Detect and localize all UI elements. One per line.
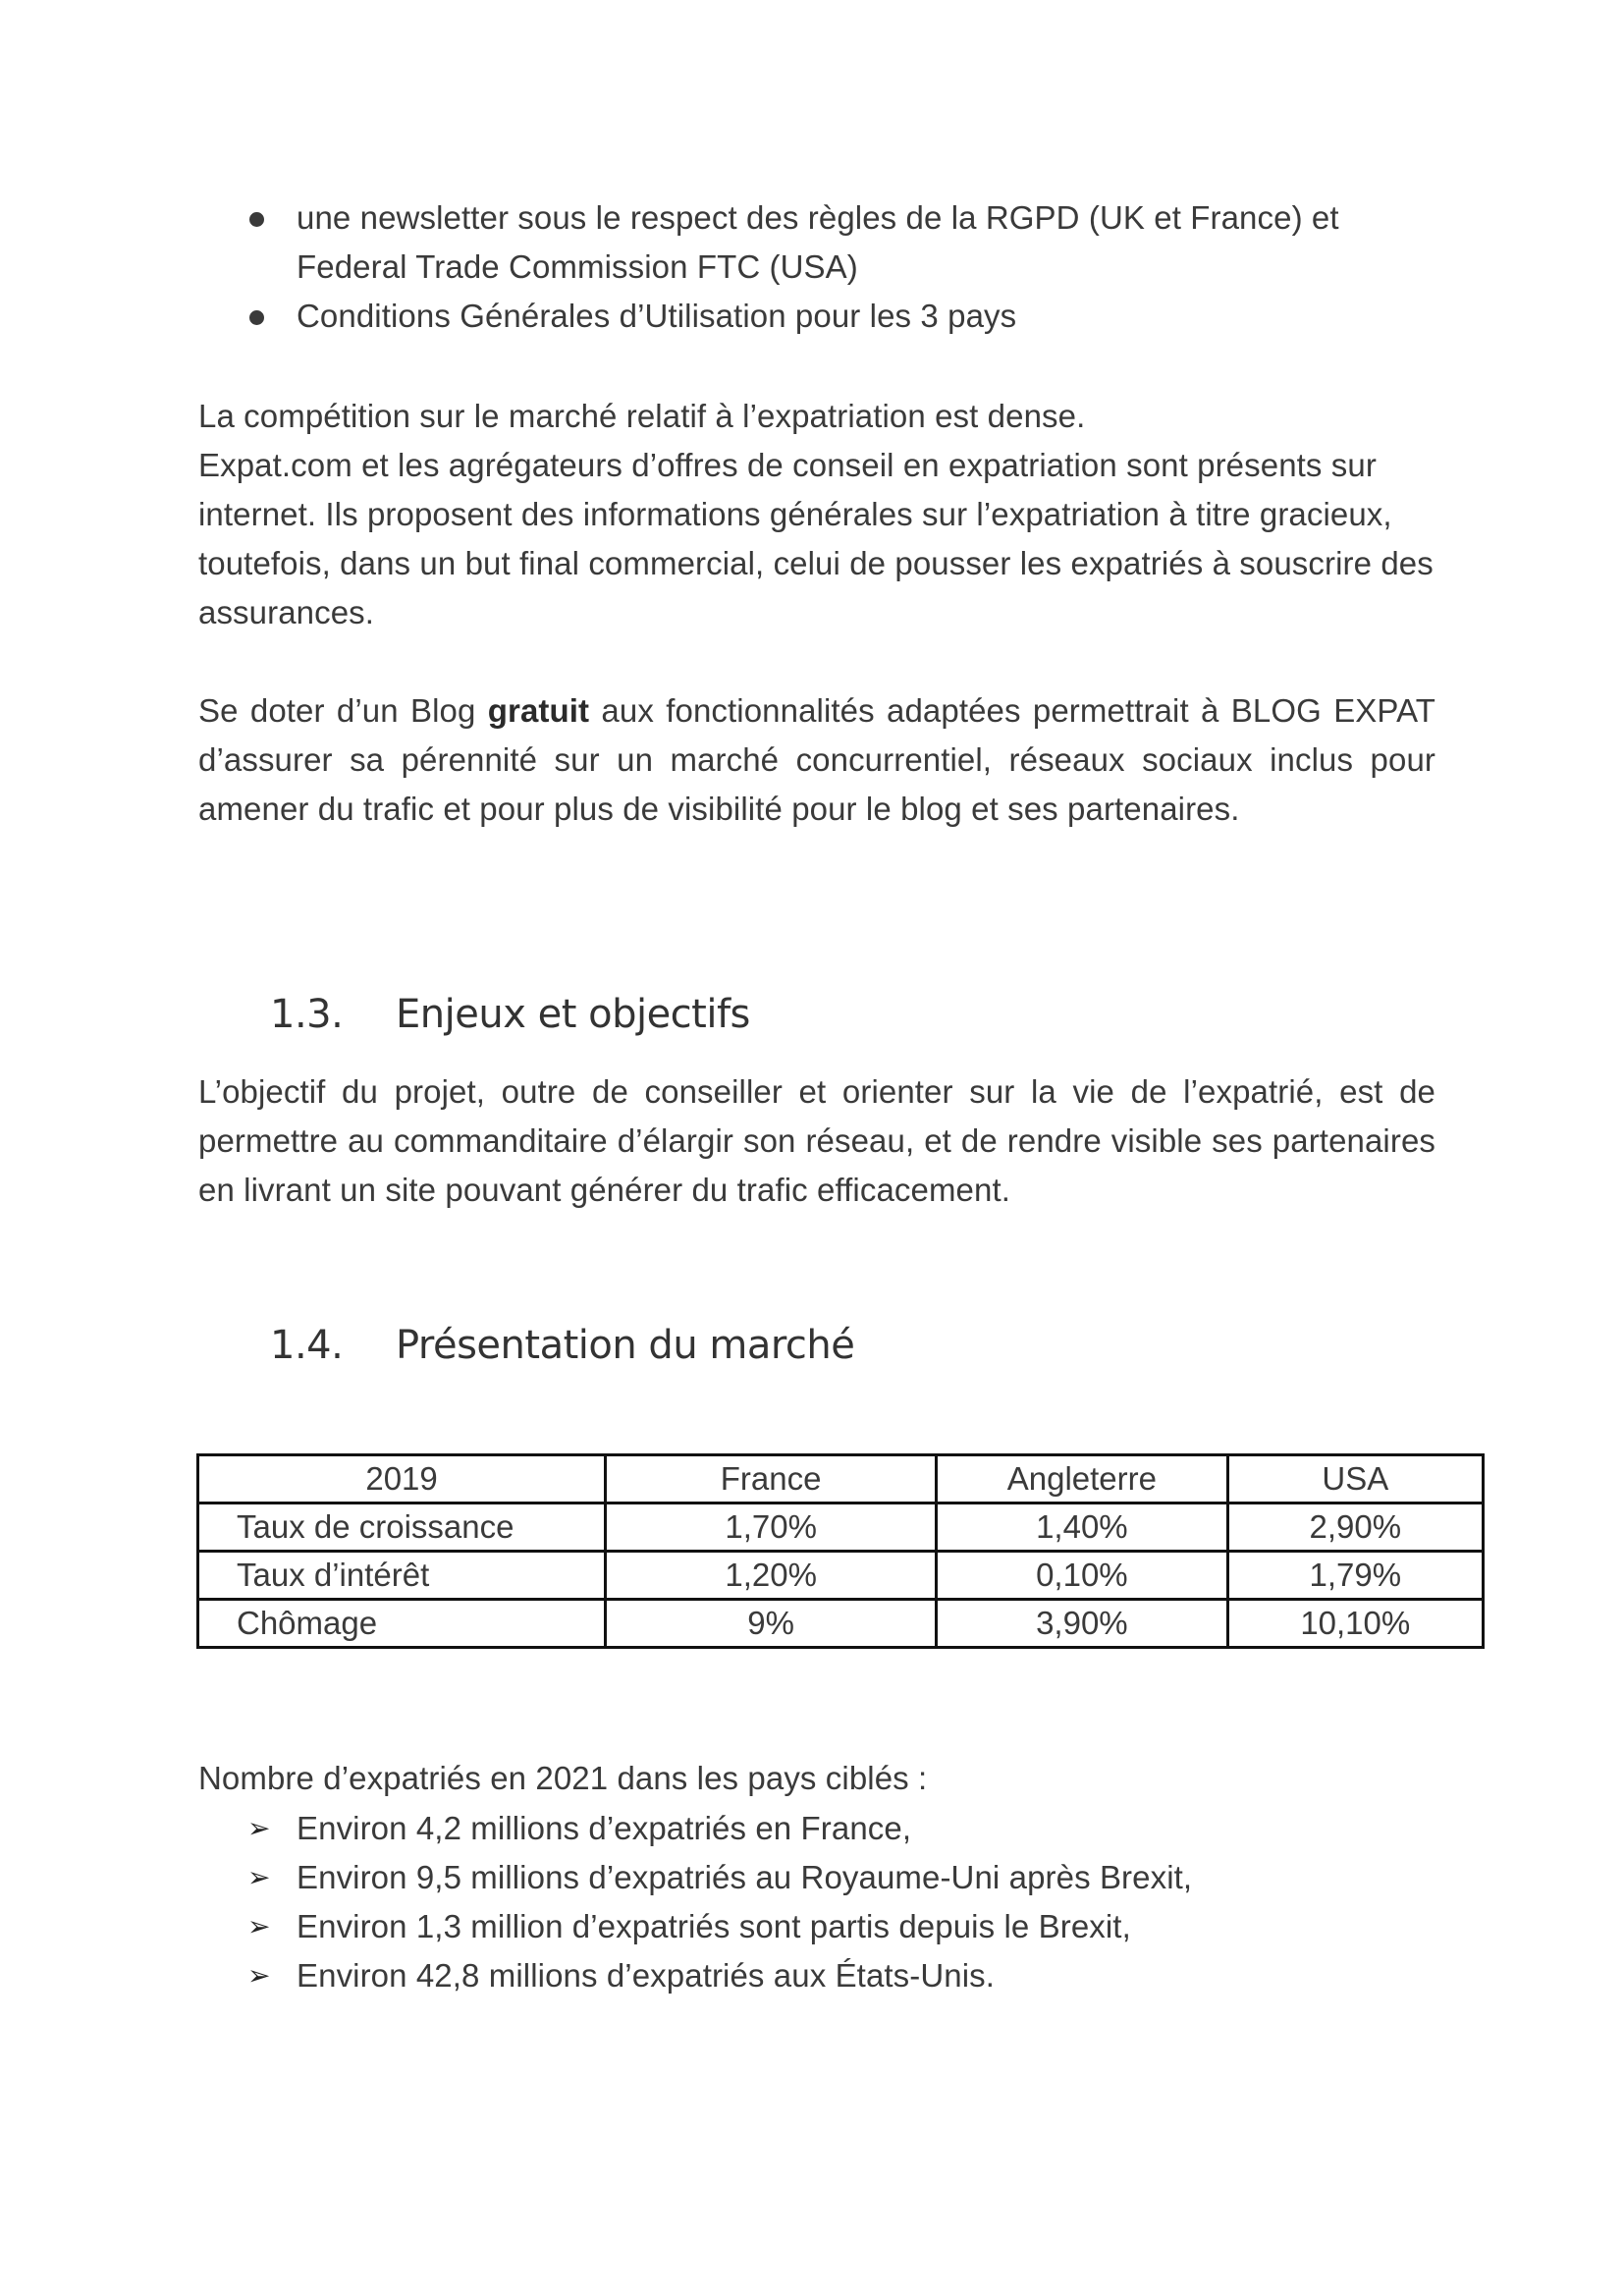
list-item-text: Environ 9,5 millions d’expatriés au Royaume-Uni après Brexit, bbox=[297, 1859, 1193, 1895]
list-item-text: Environ 4,2 millions d’expatriés en France, bbox=[297, 1810, 912, 1846]
list-item-text: Environ 42,8 millions d’expatriés aux États-Unis. bbox=[297, 1957, 996, 1994]
list-item bbox=[198, 1951, 1192, 2000]
table-row-label: Taux de croissance bbox=[198, 1503, 606, 1552]
section-title: Enjeux et objectifs bbox=[396, 992, 750, 1037]
table-cell: 1,40% bbox=[937, 1503, 1227, 1552]
table-cell: 9% bbox=[606, 1600, 937, 1648]
list-item bbox=[198, 292, 1437, 341]
list-item-text: Environ 1,3 million d’expatriés sont partis depuis le Brexit, bbox=[297, 1908, 1131, 1944]
table-cell: 2,90% bbox=[1227, 1503, 1483, 1552]
expats-intro: Nombre d’expatriés en 2021 dans les pays ciblés : bbox=[198, 1760, 928, 1796]
list-item bbox=[198, 1902, 1192, 1951]
bullet-text: une newsletter sous le respect des règles de la RGPD (UK et France) et Federal Trade Commission FTC (USA) bbox=[297, 199, 1339, 285]
table-header-cell: USA bbox=[1227, 1455, 1483, 1503]
competition-paragraph bbox=[198, 392, 1435, 637]
arrow-bullet-icon: ➢ bbox=[247, 1861, 271, 1893]
table-cell: 0,10% bbox=[937, 1552, 1227, 1600]
market-table bbox=[196, 1453, 1485, 1649]
arrow-bullet-icon: ➢ bbox=[247, 1812, 271, 1844]
table-row-label: Taux d’intérêt bbox=[198, 1552, 606, 1600]
section-number: 1.3. bbox=[270, 992, 344, 1037]
blog-text-after: aux fonctionnalités adaptées permettrait à BLOG EXPAT d’assurer sa pérennité sur un marché concurrentiel, réseaux sociaux inclus pour amener du trafic et pour plus de visibilité pour le blog et ses partenaires. bbox=[198, 692, 1435, 827]
expats-list bbox=[198, 1804, 1192, 2000]
table-cell: 1,20% bbox=[606, 1552, 937, 1600]
table-header-row bbox=[198, 1455, 1484, 1503]
table-header-cell: France bbox=[606, 1455, 937, 1503]
bullet-text: Conditions Générales d’Utilisation pour les 3 pays bbox=[297, 298, 1017, 334]
arrow-bullet-icon: ➢ bbox=[247, 1959, 271, 1992]
table-row bbox=[198, 1552, 1484, 1600]
competition-line1: La compétition sur le marché relatif à l’expatriation est dense. bbox=[198, 398, 1086, 434]
section-heading-1-4 bbox=[270, 1323, 854, 1368]
section-heading-1-3 bbox=[270, 992, 750, 1037]
objectives-paragraph: L’objectif du projet, outre de conseiller et orienter sur la vie de l’expatrié, est de permettre au commanditaire d’élargir son réseau, et de rendre visible ses partenaires en livrant un site pouvant générer du trafic efficacement. bbox=[198, 1073, 1435, 1208]
table-row bbox=[198, 1503, 1484, 1552]
blog-text-bold: gratuit bbox=[487, 692, 590, 729]
competition-body: Expat.com et les agrégateurs d’offres de conseil en expatriation sont présents sur internet. Ils proposent des informations générales sur l’expatriation à titre gracieux, toutefois, dans un but final commercial, celui de pousser les expatriés à souscrire des assurances. bbox=[198, 447, 1434, 630]
table-cell: 10,10% bbox=[1227, 1600, 1483, 1648]
bullet-dot-icon bbox=[249, 310, 264, 325]
table-cell: 3,90% bbox=[937, 1600, 1227, 1648]
table-header-cell: 2019 bbox=[198, 1455, 606, 1503]
list-item bbox=[198, 1804, 1192, 1853]
table-row bbox=[198, 1600, 1484, 1648]
table-cell: 1,79% bbox=[1227, 1552, 1483, 1600]
table-row-label: Chômage bbox=[198, 1600, 606, 1648]
table-cell: 1,70% bbox=[606, 1503, 937, 1552]
features-bullet-list bbox=[198, 193, 1437, 341]
blog-paragraph bbox=[198, 686, 1435, 834]
bullet-dot-icon bbox=[249, 212, 264, 227]
section-title: Présentation du marché bbox=[396, 1323, 855, 1368]
blog-text-before: Se doter d’un Blog bbox=[198, 692, 488, 729]
section-number: 1.4. bbox=[270, 1323, 344, 1368]
arrow-bullet-icon: ➢ bbox=[247, 1910, 271, 1942]
list-item bbox=[198, 1853, 1192, 1902]
table-header-cell: Angleterre bbox=[937, 1455, 1227, 1503]
list-item bbox=[198, 193, 1437, 292]
